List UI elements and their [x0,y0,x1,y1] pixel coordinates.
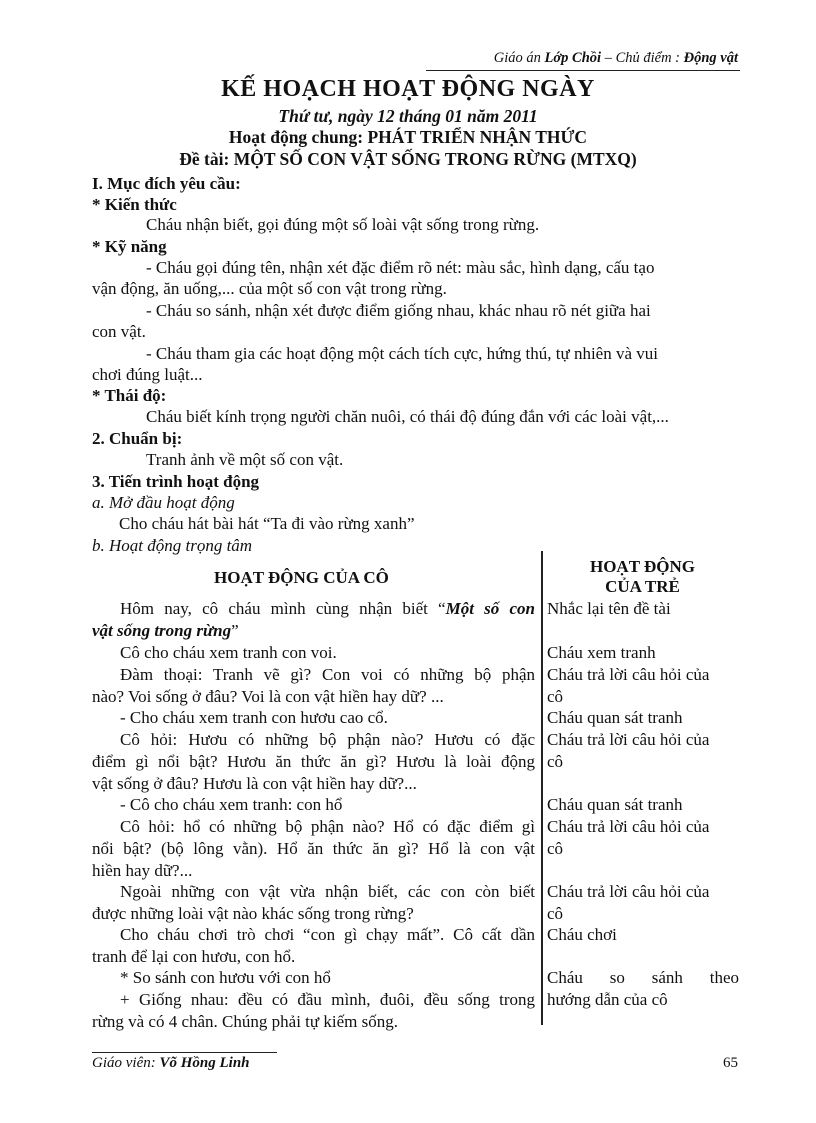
table-cell-children: Cháu quan sát tranh [547,795,683,814]
table-header-teacher: HOẠT ĐỘNG CỦA CÔ [214,568,389,587]
table-cell-children: Cháu trả lời câu hỏi của [547,882,710,901]
paragraph: - Cháu gọi đúng tên, nhận xét đặc điểm rõ nét: màu sắc, hình dạng, cấu tạo [146,258,655,277]
paragraph: Cháu nhận biết, gọi đúng một số loài vật sống trong rừng. [146,215,540,234]
header-rule [426,70,740,71]
subsection-heading: a. Mở đầu hoạt động [92,493,235,512]
table-cell-teacher: nào? Voi sống ở đâu? Voi là con vật hiền hay dữ? ... [92,687,444,706]
paragraph: con vật. [92,322,146,341]
table-cell-children: Cháu trả lời câu hỏi của [547,817,710,836]
table-cell-teacher: vật sống trong rừng” [92,621,239,640]
page-number: 65 [723,1055,738,1071]
footer-teacher: Giáo viên: Võ Hồng Linh [92,1055,250,1071]
paragraph: - Cháu so sánh, nhận xét được điểm giống nhau, khác nhau rõ nét giữa hai [146,301,651,320]
table-cell-children: Nhắc lại tên đề tài [547,599,671,618]
table-cell-teacher: rừng và có 4 chân. Chúng phải tự kiếm sống. [92,1012,398,1031]
table-cell-teacher: - Cô cho cháu xem tranh: con hổ [120,795,343,814]
table-cell-teacher: Cô hỏi: hổ có những bộ phận nào? Hổ có đặc điểm gì [120,817,535,836]
paragraph: vận động, ăn uống,... của một số con vật trong rừng. [92,279,447,298]
table-cell-children: Cháu so sánh theo [547,968,739,987]
table-column-divider [541,551,543,1025]
table-cell-teacher: hiền hay dữ?... [92,861,193,880]
lesson-topic: Đề tài: MỘT SỐ CON VẬT SỐNG TRONG RỪNG (MTXQ) [179,149,637,169]
subsection-heading: * Thái độ: [92,386,167,405]
subsection-heading: * Kiến thức [92,195,177,214]
table-cell-teacher: điểm gì nổi bật? Hươu ăn thức ăn gì? Hươu là loài động [92,752,535,771]
table-cell-children: cô [547,687,564,706]
subsection-heading: b. Hoạt động trọng tâm [92,536,253,555]
running-header: Giáo án Lớp Chồi – Chủ điểm : Động vật [493,50,738,66]
table-cell-teacher: tranh để lại con hươu, con hổ. [92,947,296,966]
paragraph: - Cháu tham gia các hoạt động một cách tích cực, hứng thú, tự nhiên và vui [146,344,659,363]
table-cell-teacher: được những loài vật nào khác sống trong rừng? [92,904,414,923]
section-heading: I. Mục đích yêu cầu: [92,174,241,193]
table-cell-teacher: Cho cháu chơi trò chơi “con gì chạy mất”. Cô cất dần [120,925,535,944]
subsection-heading: * Kỹ năng [92,237,167,256]
section-heading: 2. Chuẩn bị: [92,429,183,448]
table-cell-children: Cháu trả lời câu hỏi của [547,665,710,684]
table-cell-teacher: + Giống nhau: đều có đầu mình, đuôi, đều sống trong [120,990,535,1009]
table-cell-children: Cháu quan sát tranh [547,708,683,727]
table-cell-teacher: vật sống ở đâu? Hươu là con vật hiền hay dữ?... [92,774,417,793]
paragraph: Cho cháu hát bài hát “Ta đi vào rừng xanh” [119,514,415,533]
table-cell-teacher: nổi bật? (bộ lông vằn). Hổ ăn thức ăn gì? Hổ là con vật [92,839,535,858]
table-cell-teacher: Cô cho cháu xem tranh con voi. [120,643,337,662]
table-cell-children: cô [547,904,564,923]
footer-rule [92,1052,277,1053]
general-activity: Hoạt động chung: PHÁT TRIỂN NHẬN THỨC [228,127,588,147]
paragraph: Tranh ảnh về một số con vật. [146,450,344,469]
table-cell-children: Cháu xem tranh [547,643,656,662]
table-cell-teacher: Đàm thoại: Tranh vẽ gì? Con voi có những bộ phận [120,665,535,684]
page-title: KẾ HOẠCH HOẠT ĐỘNG NGÀY [221,76,595,102]
lesson-date: Thứ tư, ngày 12 tháng 01 năm 2011 [278,106,538,126]
table-cell-teacher: - Cho cháu xem tranh con hươu cao cổ. [120,708,388,727]
table-cell-children: Cháu trả lời câu hỏi của [547,730,710,749]
paragraph: chơi đúng luật... [92,365,203,384]
section-heading: 3. Tiến trình hoạt động [92,472,260,491]
table-cell-children: cô [547,839,564,858]
table-header-children: HOẠT ĐỘNG CỦA TRẺ [589,557,695,596]
table-cell-children: cô [547,752,564,771]
table-cell-children: Cháu chơi [547,925,617,944]
table-cell-children: hướng dẫn của cô [547,990,668,1009]
table-cell-teacher: Cô hỏi: Hươu có những bộ phận nào? Hươu có đặc [120,730,535,749]
table-cell-teacher: * So sánh con hươu với con hổ [120,968,331,987]
paragraph: Cháu biết kính trọng người chăn nuôi, có thái độ đúng đắn với các loài vật,... [146,407,669,426]
table-cell-teacher: Ngoài những con vật vừa nhận biết, các con còn biết [120,882,535,901]
table-cell-teacher: Hôm nay, cô cháu mình cùng nhận biết “Một số con [120,599,535,618]
